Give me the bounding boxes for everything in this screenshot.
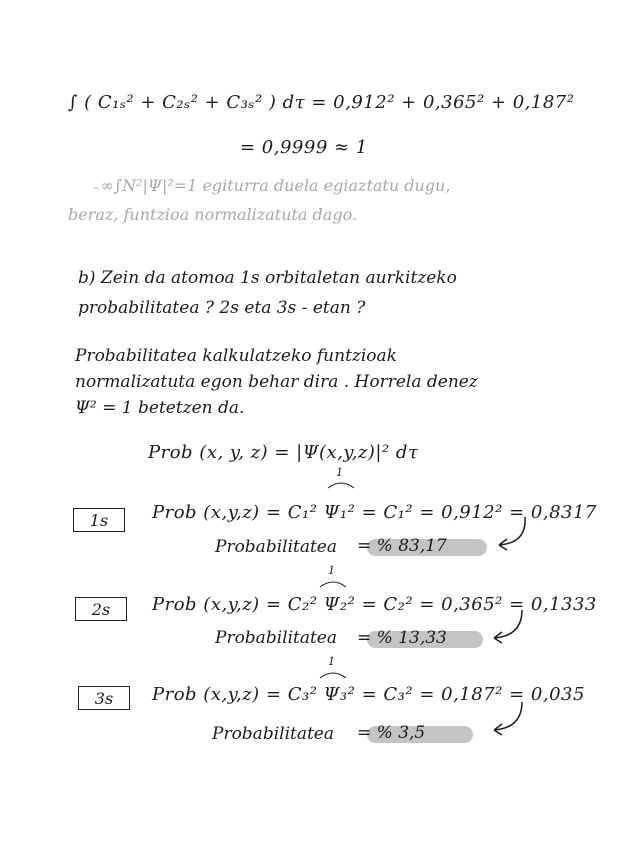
probability-formula: Prob (x, y, z) = |Ψ(x,y,z)|² dτ <box>148 442 419 463</box>
question-line-2: probabilitatea ? 2s eta 3s - etan ? <box>78 298 366 318</box>
normalized-one-annotation-1s: 1 <box>336 466 343 479</box>
normalization-result: = 0,9999 ≈ 1 <box>240 137 368 158</box>
result-label-3s: Probabilitatea <box>212 724 335 744</box>
result-label-1s: Probabilitatea <box>215 537 338 557</box>
faint-note-line-1: ₋∞∫N²|Ψ|²=1 egiturra duela egiaztatu dugu, <box>92 176 451 195</box>
normalization-integral-equation: ∫ ( C₁ₛ² + C₂ₛ² + C₃ₛ² ) dτ = 0,912² + 0,365² + 0,187² <box>68 92 575 113</box>
bracket-arc-2s <box>318 577 348 589</box>
bracket-arc-3s <box>318 668 348 680</box>
arrow-1s <box>485 515 535 555</box>
explanation-line-1: Probabilitatea kalkulatzeko funtzioak <box>75 346 397 366</box>
orbital-label-3s: 3s <box>78 686 130 710</box>
orbital-label-2s: 2s <box>75 597 127 621</box>
explanation-line-2: normalizatuta egon behar dira . Horrela denez <box>75 372 478 392</box>
explanation-line-3: Ψ² = 1 betetzen da. <box>75 398 245 418</box>
question-line-1: b) Zein da atomoa 1s orbitaletan aurkitzeko <box>78 268 457 288</box>
arrow-2s <box>480 608 530 648</box>
orbital-label-1s: 1s <box>73 508 125 532</box>
normalized-one-annotation-3s: 1 <box>328 655 335 668</box>
result-label-2s: Probabilitatea <box>215 628 338 648</box>
result-value-3s: = % 3,5 <box>357 723 426 743</box>
arrow-3s <box>480 700 530 740</box>
prob-formula-2s: Prob (x,y,z) = C₂² Ψ₂² = C₂² = 0,365² = 0,1333 <box>152 594 597 615</box>
normalized-one-annotation-2s: 1 <box>328 564 335 577</box>
prob-formula-1s: Prob (x,y,z) = C₁² Ψ₁² = C₁² = 0,912² = 0,8317 <box>152 502 597 523</box>
prob-formula-3s: Prob (x,y,z) = C₃² Ψ₃² = C₃² = 0,187² = 0,035 <box>152 684 585 705</box>
result-value-2s: = % 13,33 <box>357 628 447 648</box>
bracket-arc-1s <box>326 478 356 490</box>
faint-note-line-2: beraz, funtzioa normalizatuta dago. <box>68 205 358 224</box>
result-value-1s: = % 83,17 <box>357 536 447 556</box>
